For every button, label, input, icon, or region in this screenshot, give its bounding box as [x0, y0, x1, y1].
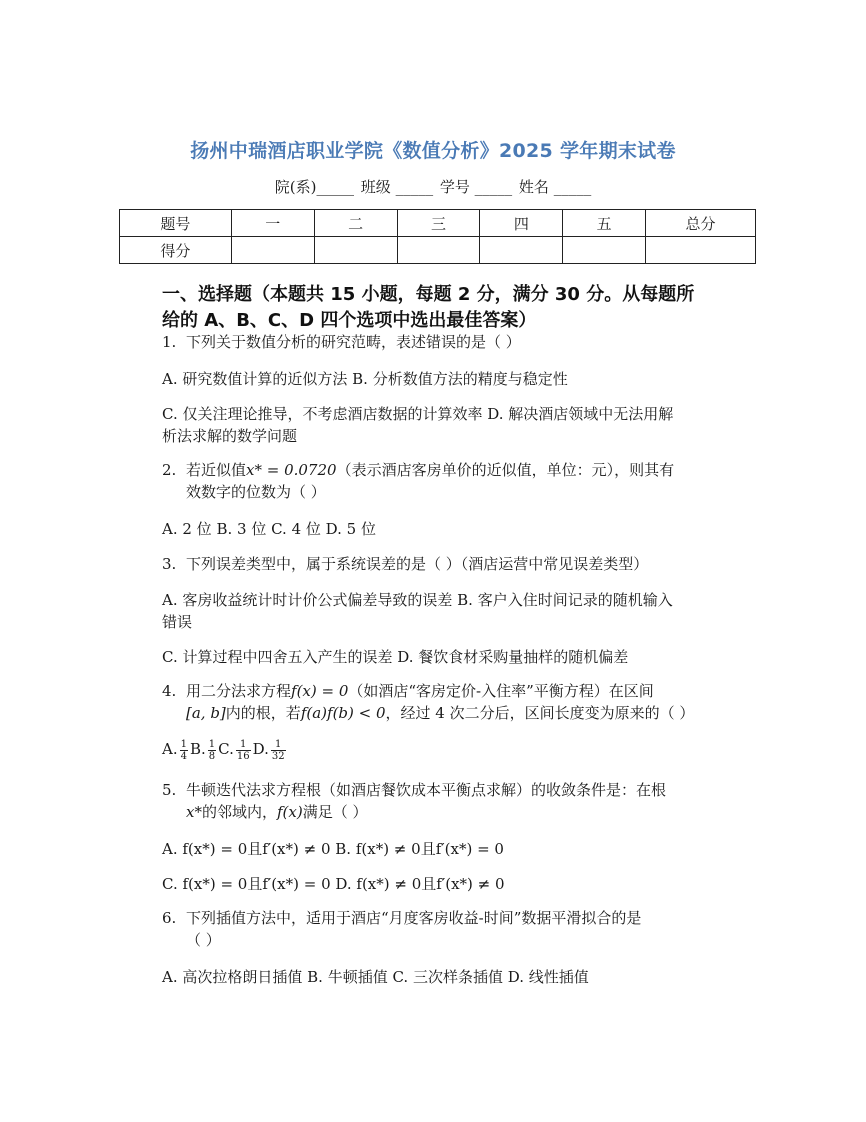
- section-heading: 一、选择题（本题共 15 小题，每题 2 分，满分 30 分。从每题所 给的 A、B、C、D 四个选项中选出最佳答案）: [162, 284, 695, 331]
- fraction: $\frac{1}{8}$: [208, 738, 216, 762]
- header-cell: 三: [397, 210, 480, 237]
- question-5: 5. 牛顿迭代法求方程根（如酒店餐饮成本平衡点求解）的收敛条件是：在根 x*的邻域内，f(x)满足（ ）: [162, 781, 667, 821]
- question-1-options: A. 研究数值计算的近似方法 B. 分析数值方法的精度与稳定性: [162, 370, 568, 388]
- question-6: 6. 下列插值方法中，适用于酒店“月度客房收益-时间”数据平滑拟合的是 （ ）: [162, 909, 642, 949]
- fraction: $\frac{1}{32}$: [271, 738, 285, 762]
- score-cell[interactable]: [563, 237, 646, 264]
- fraction: $\frac{1}{4}$: [180, 738, 187, 762]
- question-4-options: A. $\frac{1}{4}$ B. $\frac{1}{8}$ C. $\frac{1}{16}$ D. $\frac{1}{32}$: [162, 738, 285, 762]
- page-title: 扬州中瑞酒店职业学院《数值分析》2025 学年期末试卷: [190, 140, 676, 162]
- student-info-line: [0, 176, 866, 197]
- department-field[interactable]: 院(系)_____: [274, 178, 355, 196]
- score-table: [119, 209, 756, 264]
- score-cell[interactable]: [480, 237, 563, 264]
- header-cell: 五: [563, 210, 646, 237]
- question-2: 2. 若近似值x* = 0.0720（表示酒店客房单价的近似值，单位：元），则其有 效数字的位数为（ ）: [162, 461, 675, 501]
- fraction: $\frac{1}{16}$: [236, 738, 250, 762]
- question-3-options: A. 客房收益统计时计价公式偏差导致的误差 B. 客户入住时间记录的随机输入 错误: [162, 591, 673, 631]
- score-cell[interactable]: [314, 237, 397, 264]
- score-cell[interactable]: [646, 237, 756, 264]
- header-cell: 题号: [120, 210, 232, 237]
- student-id-field[interactable]: 学号 _____: [439, 178, 513, 196]
- question-4: 4. 用二分法求方程f(x) = 0（如酒店“客房定价-入住率”平衡方程）在区间 [a, b]内的根，若f(a)f(b) < 0，经过 4 次二分后，区间长度变为原来的（ ）: [162, 682, 695, 722]
- question-5-options-cont: C. f(x*) = 0且f′(x*) = 0 D. f(x*) ≠ 0且f′(x*) ≠ 0: [162, 875, 505, 893]
- question-6-options: A. 高次拉格朗日插值 B. 牛顿插值 C. 三次样条插值 D. 线性插值: [162, 968, 589, 986]
- header-cell: 二: [314, 210, 397, 237]
- class-field[interactable]: 班级 _____: [360, 178, 434, 196]
- score-cell[interactable]: [231, 237, 314, 264]
- score-table-header-row: [120, 210, 756, 237]
- name-field[interactable]: 姓名 _____: [518, 178, 592, 196]
- header-cell: 四: [480, 210, 563, 237]
- question-1: 1. 下列关于数值分析的研究范畴，表述错误的是（ ）: [162, 333, 521, 351]
- question-3-options-cont: C. 计算过程中四舍五入产生的误差 D. 餐饮食材采购量抽样的随机偏差: [162, 648, 629, 666]
- header-cell: 总分: [646, 210, 756, 237]
- header-cell: 一: [231, 210, 314, 237]
- question-2-options: A. 2 位 B. 3 位 C. 4 位 D. 5 位: [162, 520, 376, 538]
- question-1-options-cont: C. 仅关注理论推导，不考虑酒店数据的计算效率 D. 解决酒店领域中无法用解 析法求解的数学问题: [162, 405, 674, 445]
- score-table-score-row: [120, 237, 756, 264]
- question-5-options: A. f(x*) = 0且f′(x*) ≠ 0 B. f(x*) ≠ 0且f′(x*) = 0: [162, 840, 504, 858]
- row-label: 得分: [120, 237, 232, 264]
- score-cell[interactable]: [397, 237, 480, 264]
- question-3: 3. 下列误差类型中，属于系统误差的是（ ）（酒店运营中常见误差类型）: [162, 555, 649, 573]
